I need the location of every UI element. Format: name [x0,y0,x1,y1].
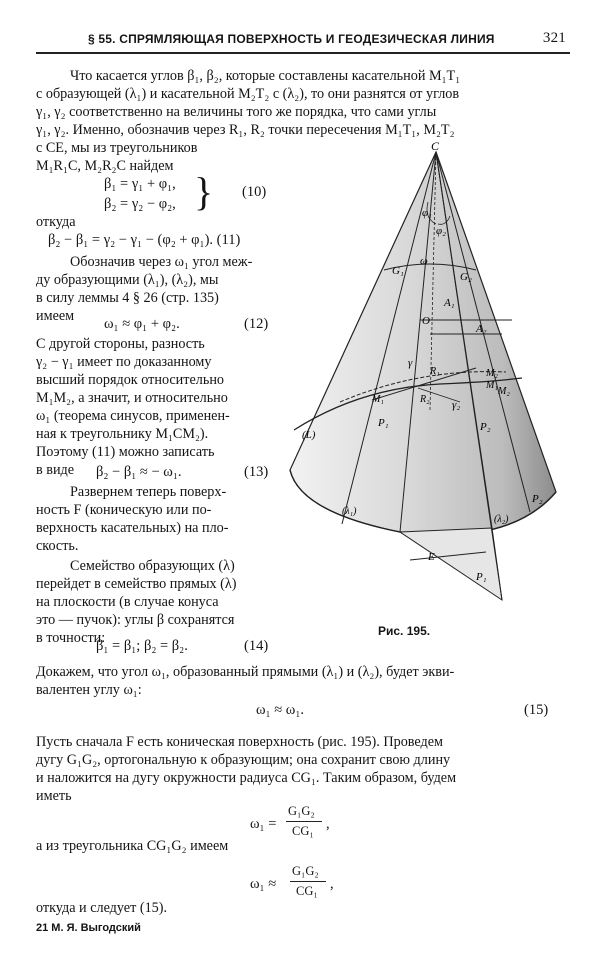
equation-10b: β₂ = γ₂ − φ₂, [104,196,176,212]
text-line: на плоскости (в случае конуса [36,594,219,610]
running-header [36,32,572,50]
label-g2: G₂ [460,271,472,283]
text-line: валентен углу ω₁: [36,682,142,698]
fraction-b-numerator: G₁G₂ [292,864,319,878]
text-line: Семейство образующих (λ) [70,558,235,574]
fraction-bar [290,881,326,882]
section-title: § 55. СПРЯМЛЯЮЩАЯ ПОВЕРХНОСТЬ И ГЕОДЕЗИЧЕСКАЯ ЛИНИЯ [88,32,495,46]
label-p2: P₂ [480,421,491,433]
label-curve-l: (L) [302,429,316,441]
equation-number-15: (15) [524,702,549,718]
label-r2: R₂ [420,394,430,405]
equation-number-14: (14) [244,638,269,654]
developed-plane [400,528,502,600]
label-m1: M₁ [372,394,384,405]
text-line: перейдет в семейство прямых (λ) [36,576,237,592]
page-number: 321 [542,30,566,46]
equation-15: ω₁ ≈ ω₁. [256,702,305,718]
text-line: имеем [36,308,75,324]
equation-12: ω₁ ≈ φ₁ + φ₂. [104,316,180,332]
label-phi1: φ₁ [422,207,432,219]
text-line: и наложится на дугу окружности радиуса CG₁. Таким образом, будем [36,770,457,786]
label-p2b: P₂ [532,493,543,505]
label-m2b: M₂ [498,386,510,397]
label-o: O [422,315,430,327]
fraction-bar [286,821,322,822]
text-line: Пусть сначала F есть коническая поверхность (рис. 195). Проведем [36,734,444,750]
text-line: γ₁, γ₂ соответственно на величины того же порядка, что сами углы [36,104,437,120]
text-line: с CE, мы из треугольников [36,140,198,156]
label-t1: P₁ [476,571,487,583]
label-phi2: φ₂ [436,225,446,237]
label-m1b: M₁ [486,380,498,391]
fraction-a-denominator: CG₁ [292,824,314,838]
text-line: высший порядок относительно [36,372,225,388]
text-line: откуда и следует (15). [36,900,168,916]
text-line: дугу G₁G₂, ортогональную к образующим; она сохранит свою длину [36,752,451,768]
equation-number-12: (12) [244,316,269,332]
text-line: ду образующими (λ₁), (λ₂), мы [36,272,219,288]
text-line: скость. [36,538,79,554]
header-rule [36,52,570,54]
text-line: С другой стороны, разность [36,336,205,352]
figure-caption: Рис. 195. [378,624,431,638]
text-line: γ₁, γ₂. Именно, обозначив через R₁, R₂ точки пересечения M₁T₁, M₂T₂ [36,122,455,138]
text-line: Что касается углов β₁, β₂, которые составлены касательной M₁T₁ [70,68,461,84]
text-line: с образующей (λ₁) и касательной M₂T₂ с (λ₂), то они разнятся от углов [36,86,460,102]
text-line: верхность касательных) на пло- [36,520,229,536]
brace: } [194,169,214,214]
cone-figure [280,140,570,610]
equation-number-13: (13) [244,464,269,480]
label-m2: M₂ [486,368,498,379]
text-line: Развернем теперь поверх- [70,484,227,500]
fraction-b-tail: , [330,876,334,892]
text-line: Поэтому (11) можно записать [36,444,215,460]
label-omega: ω [420,255,428,267]
label-lambda2: (λ₂) [494,514,509,525]
label-gamma2: γ₂ [452,399,461,411]
label-lambda1: (λ₁) [342,506,357,517]
label-c: C [431,140,440,153]
text-line: а из треугольника CG₁G₂ имеем [36,838,229,854]
equation-13: β₂ − β₁ ≈ − ω₁. [96,464,182,480]
text-line: ная к треугольнику M₁CM₂). [36,426,209,442]
label-a1: A₁ [444,297,455,309]
text-line: M₁M₂, а значит, и относительно [36,390,228,406]
text-line: ность F (коническую или по- [36,502,212,518]
text-line: ω₁ (теорема синусов, применен- [36,408,230,424]
fraction-b-denominator: CG₁ [296,884,318,898]
fraction-a-numerator: G₁G₂ [288,804,315,818]
equation-11: β₂ − β₁ = γ₂ − γ₁ − (φ₂ + φ₁). (11) [48,232,241,248]
label-e: E [428,551,435,563]
fraction-a-tail: , [326,816,330,832]
label-a2: A₂ [476,323,487,335]
text-line: Докажем, что угол ω₁, образованный прямыми (λ₁) и (λ₂), будет экви- [36,664,455,680]
label-p1: P₁ [378,417,389,429]
text-line: иметь [36,788,72,804]
text-line: Обозначив через ω₁ угол меж- [70,254,253,270]
equation-10a: β₁ = γ₁ + φ₁, [104,176,176,192]
text-line: это — пучок): углы β сохранятся [36,612,235,628]
fraction-b-lhs: ω₁ ≈ [250,876,277,892]
label-gamma: γ [408,357,413,369]
fraction-a-lhs: ω₁ = [250,816,277,832]
equation-14: β₁ = β₁; β₂ = β₂. [96,638,188,654]
label-r1: R₁ [430,366,440,377]
text-line: γ₂ − γ₁ имеет по доказанному [36,354,212,370]
text-line: откуда [36,214,76,230]
text-line: M₁R₁C, M₂R₂C найдем [36,158,174,174]
label-g1: G₁ [392,265,404,277]
text-line: в силу леммы 4 § 26 (стр. 135) [36,290,219,306]
footer-signature: 21 М. Я. Выгодский [36,922,141,934]
text-line: в виде [36,462,75,478]
text-line: в точности: [36,630,106,646]
equation-number-10: (10) [242,184,267,200]
